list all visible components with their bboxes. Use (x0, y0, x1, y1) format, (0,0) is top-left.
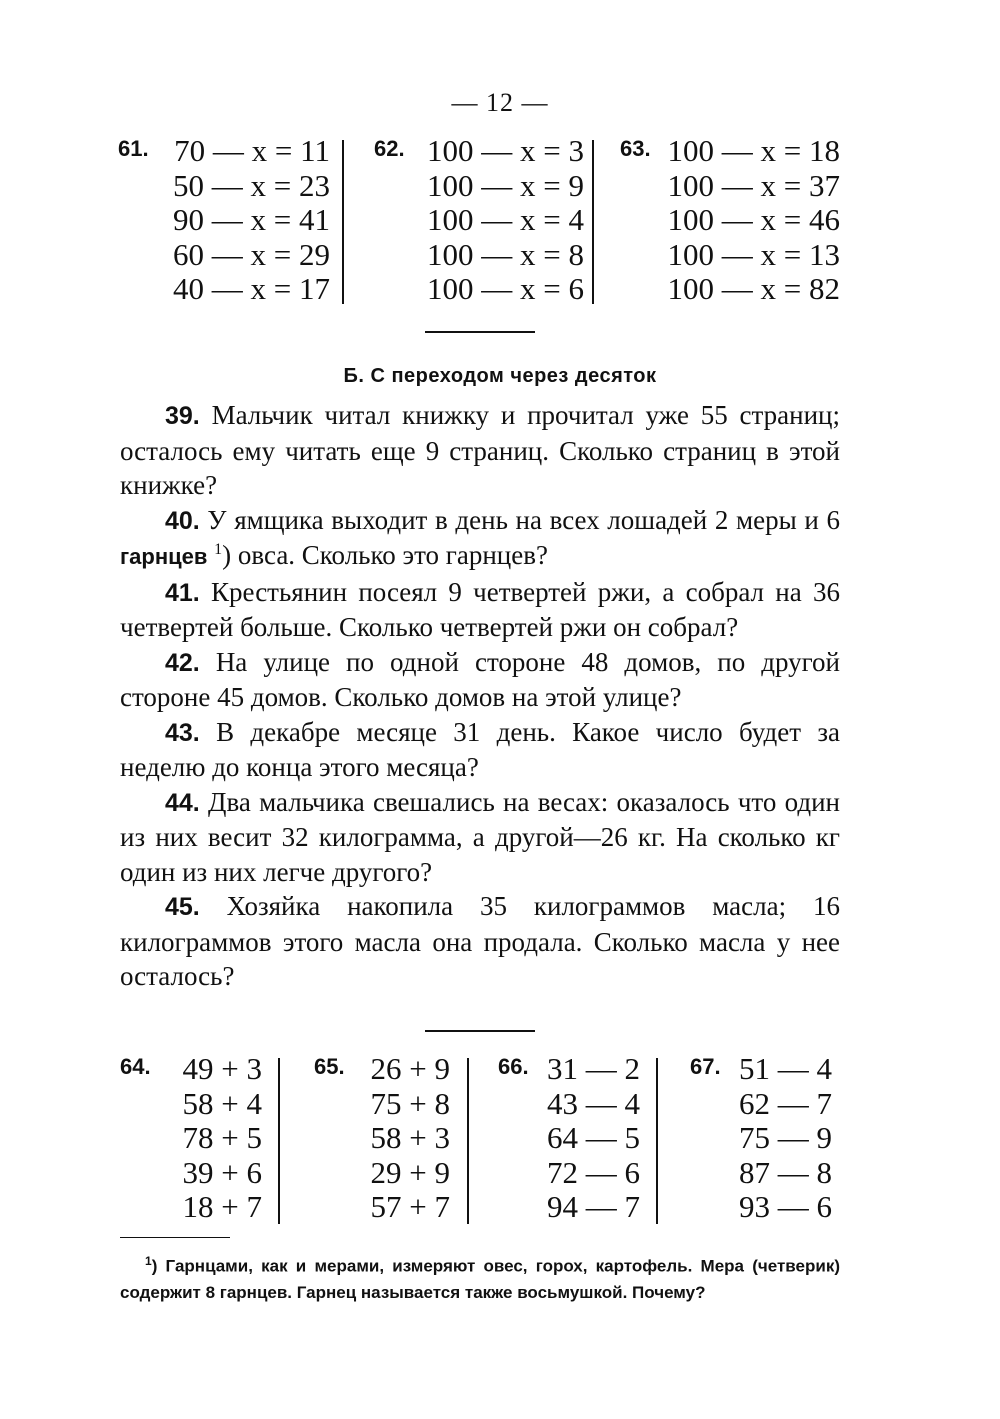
footnote-mark: 1 (145, 1254, 152, 1268)
expression: 72 — 6 (547, 1154, 640, 1190)
column-divider (656, 1058, 658, 1224)
equation: 100 — x = 46 (667, 202, 840, 237)
expression: 29 + 9 (370, 1154, 450, 1190)
expression: 75 — 9 (739, 1120, 832, 1155)
separator-rule (425, 1030, 535, 1032)
expression: 43 — 4 (547, 1085, 640, 1121)
exercise-number: 61. (118, 136, 149, 161)
equation-list (418, 134, 584, 307)
problem-39 (120, 398, 840, 503)
expression: 57 + 7 (370, 1189, 450, 1224)
exercise-number: 66. (498, 1054, 529, 1079)
equation: 100 — x = 8 (427, 236, 584, 272)
bold-term: гарнцев (120, 544, 208, 569)
column-divider (467, 1058, 469, 1224)
expression: 26 + 9 (370, 1051, 450, 1086)
problem-number: 43. (165, 718, 200, 747)
footnote-ref: 1 (214, 541, 223, 558)
expression: 58 + 3 (370, 1120, 450, 1155)
problem-text: На улице по одной стороне 48 домов, по другой стороне 45 домов. Сколько домов на этой улице? (120, 646, 840, 712)
problem-text: У ямщика выходит в день на всех лошадей 2 меры и 6 (207, 504, 840, 535)
exercise-number: 62. (374, 136, 405, 161)
problem-text: Мальчик читал книжку и прочитал уже 55 страниц; осталось ему читать еще 9 страниц. Сколько страниц в этой книжке? (120, 400, 840, 500)
column-divider (342, 140, 344, 304)
problem-text: ) овса. Сколько это гарнцев? (222, 540, 548, 570)
problem-45 (120, 889, 840, 994)
problem-number: 40. (165, 506, 200, 535)
expression: 31 — 2 (547, 1051, 640, 1086)
separator-rule (425, 331, 535, 333)
equation: 70 — x = 11 (174, 133, 330, 168)
exercise-number: 63. (620, 136, 651, 161)
expression: 62 — 7 (739, 1085, 832, 1121)
page-number: — 12 — (451, 88, 549, 117)
problem-40 (120, 503, 840, 575)
equation: 100 — x = 82 (667, 271, 840, 306)
column-divider (278, 1058, 280, 1224)
equation: 60 — x = 29 (173, 236, 330, 272)
problem-number: 44. (165, 788, 200, 817)
exercise-number: 64. (120, 1054, 151, 1079)
equation: 100 — x = 37 (667, 167, 840, 203)
equation: 100 — x = 6 (427, 271, 584, 306)
footnote-rule (120, 1237, 230, 1238)
problem-number: 41. (165, 578, 200, 607)
equation: 40 — x = 17 (173, 271, 330, 306)
problem-43 (120, 715, 840, 785)
expression: 87 — 8 (739, 1154, 832, 1190)
expression-list (348, 1052, 450, 1225)
problem-number: 45. (165, 893, 200, 921)
problem-41 (120, 575, 840, 645)
problem-number: 39. (165, 402, 200, 430)
expression: 18 + 7 (182, 1189, 262, 1224)
footnote (120, 1248, 840, 1306)
equation: 90 — x = 41 (173, 202, 330, 237)
expression: 78 + 5 (182, 1120, 262, 1155)
footnote-text: ) Гарнцами, как и мерами, измеряют овес, горох, картофель. Мера (четверик) содержит 8 гарнцев. Гарнец называется также восьмушкой. Почему? (120, 1256, 840, 1302)
section-title: Б. С переходом через десяток (343, 365, 657, 387)
column-divider (592, 140, 594, 304)
expression: 58 + 4 (182, 1085, 262, 1121)
expression: 39 + 6 (182, 1154, 262, 1190)
exercise-number: 67. (690, 1054, 721, 1079)
expression-list (538, 1052, 640, 1225)
equation-list (170, 134, 330, 307)
equation: 100 — x = 3 (427, 133, 584, 168)
expression: 75 + 8 (370, 1085, 450, 1121)
problem-42 (120, 645, 840, 715)
expression-list (730, 1052, 832, 1225)
expression: 49 + 3 (182, 1051, 262, 1086)
equation: 50 — x = 23 (173, 167, 330, 203)
word-problems (120, 398, 840, 994)
expression: 64 — 5 (547, 1120, 640, 1155)
expression: 51 — 4 (739, 1051, 832, 1086)
exercise-number: 65. (314, 1054, 345, 1079)
equation: 100 — x = 13 (667, 236, 840, 272)
expression: 93 — 6 (739, 1189, 832, 1224)
equation: 100 — x = 4 (427, 202, 584, 237)
problem-text: Крестьянин посеял 9 четвертей ржи, а собрал на 36 четвертей больше. Сколько четвертей ржи он собрал? (120, 576, 840, 642)
problem-text: В декабре месяце 31 день. Какое число будет за неделю до конца этого месяца? (120, 716, 840, 782)
problem-text: Два мальчика свешались на весах: оказалось что один из них весит 32 килограмма, а другой—26 кг. На сколько кг один из них легче другого? (120, 786, 841, 887)
equation: 100 — x = 9 (427, 167, 584, 203)
problem-44 (120, 785, 840, 890)
equation: 100 — x = 18 (667, 133, 840, 168)
equation-list (664, 134, 840, 307)
problem-number: 42. (165, 648, 200, 677)
problem-text: Хозяйка накопила 35 килограммов масла; 16 килограммов этого масла она продала. Сколько масла у нее осталось? (120, 891, 840, 991)
expression-list (160, 1052, 262, 1225)
expression: 94 — 7 (547, 1189, 640, 1224)
